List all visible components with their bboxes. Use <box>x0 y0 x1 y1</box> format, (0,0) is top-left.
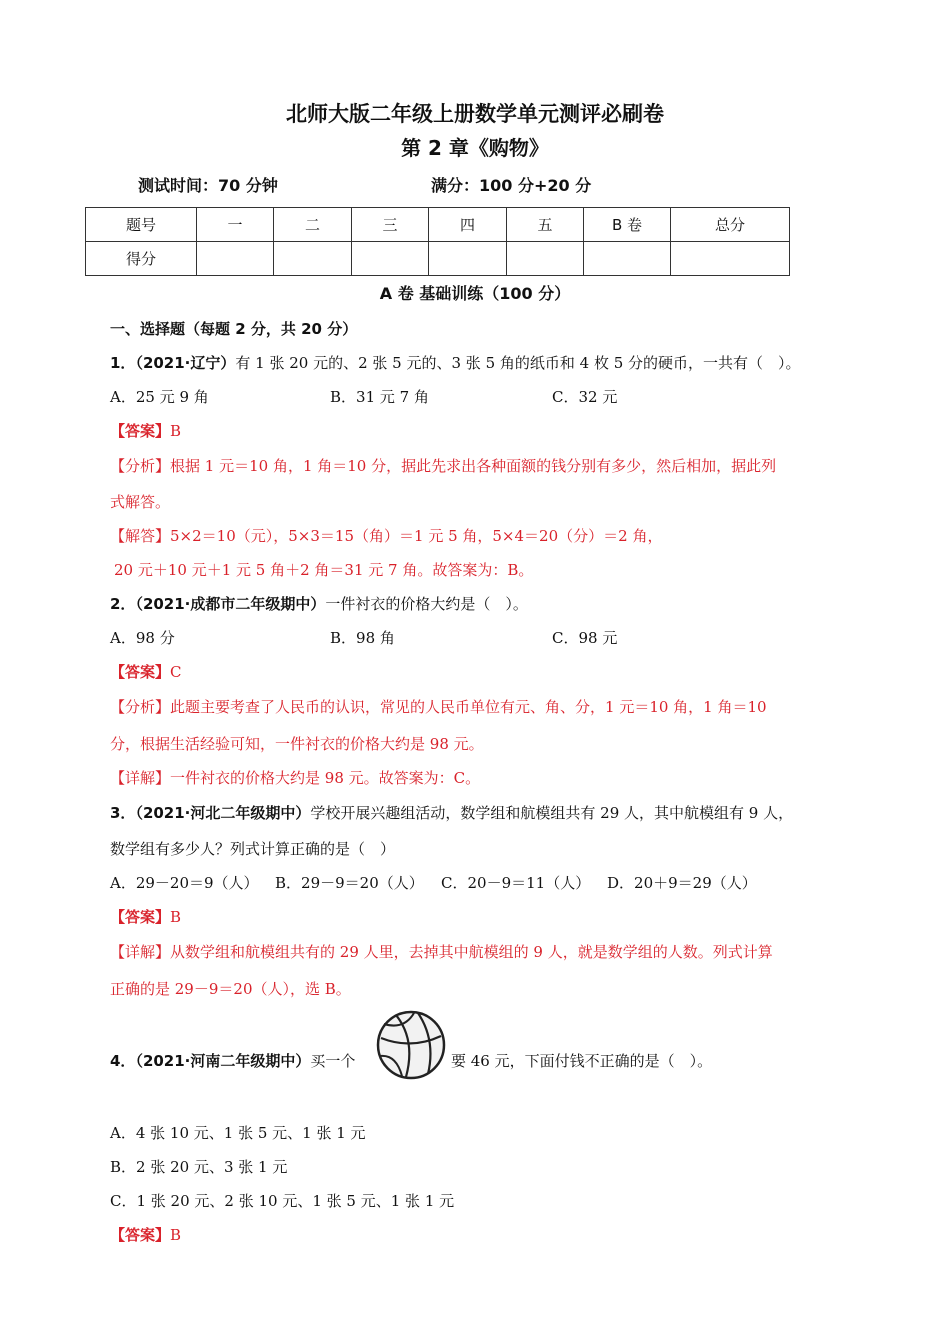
score-header-cell: 题号 <box>86 208 197 242</box>
q1-option-b: B．31 元 7 角 <box>330 388 429 406</box>
q3-source: （2021·河北二年级期中） <box>135 804 311 822</box>
score-cell <box>429 242 507 276</box>
detail-text: 一件衬衣的价格大约是 98 元。故答案为：C。 <box>170 769 481 787</box>
score-cell <box>274 242 352 276</box>
score-cell <box>352 242 429 276</box>
q4-text-pre: 买一个 <box>310 1052 356 1070</box>
q1-answer <box>110 420 181 441</box>
answer-value: B <box>170 1226 182 1244</box>
q2-option-b: B．98 角 <box>330 629 395 647</box>
analysis-text: 此题主要考查了人民币的认识，常见的人民币单位有元、角、分，1 元＝10 角，1 角＝10 <box>170 698 767 716</box>
analysis-tag: 【分析】 <box>110 457 171 475</box>
q1-solution-cont: 20 元＋10 元＋1 元 5 角＋2 角＝31 元 7 角。故答案为：B。 <box>114 561 534 579</box>
answer-value: B <box>170 422 182 440</box>
q2-option-a: A．98 分 <box>110 629 175 647</box>
detail-tag: 【详解】 <box>110 769 171 787</box>
answer-tag: 【答案】 <box>110 908 171 926</box>
score-table-score-row <box>86 242 790 276</box>
q4-option-a: A．4 张 10 元、1 张 5 元、1 张 1 元 <box>110 1124 366 1142</box>
solution-tag: 【解答】 <box>110 527 171 545</box>
score-header-cell: 二 <box>274 208 352 242</box>
q3-option-d: D．20＋9＝29（人） <box>607 874 757 892</box>
detail-text: 从数学组和航模组共有的 29 人里，去掉其中航模组的 9 人，就是数学组的人数。列式计算 <box>170 943 773 961</box>
q2-analysis <box>110 696 767 717</box>
q1-solution <box>110 525 662 546</box>
q1-stem <box>110 352 801 373</box>
score-header-cell: 总分 <box>671 208 790 242</box>
q4-stem <box>110 1050 355 1071</box>
q1-number: 1． <box>110 354 136 372</box>
score-row-label: 得分 <box>86 242 197 276</box>
document-title: 北师大版二年级上册数学单元测评必刷卷 <box>286 102 664 126</box>
q3-number: 3． <box>110 804 136 822</box>
basketball-image <box>376 1010 446 1080</box>
score-table-header-row <box>86 208 790 242</box>
score-header-cell: 四 <box>429 208 507 242</box>
full-score: 满分：100 分+20 分 <box>431 176 592 195</box>
score-cell <box>671 242 790 276</box>
score-table <box>85 207 790 276</box>
score-header-cell: B 卷 <box>584 208 671 242</box>
q3-option-a: A．29－20＝9（人） <box>110 874 259 892</box>
score-cell <box>197 242 274 276</box>
q2-stem <box>110 593 528 614</box>
q1-source: （2021·辽宁） <box>135 354 236 372</box>
q3-option-b: B．29－9＝20（人） <box>275 874 424 892</box>
answer-value: C <box>170 663 182 681</box>
section-a-heading: A 卷 基础训练（100 分） <box>379 284 571 303</box>
q3-stem-cont: 数学组有多少人？列式计算正确的是（ ） <box>110 840 396 858</box>
q4-number: 4． <box>110 1052 136 1070</box>
q1-option-c: C．32 元 <box>552 388 618 406</box>
score-header-cell: 五 <box>507 208 584 242</box>
q1-option-a: A．25 元 9 角 <box>110 388 209 406</box>
test-time: 测试时间：70 分钟 <box>138 176 278 195</box>
q2-analysis-cont: 分，根据生活经验可知，一件衬衣的价格大约是 98 元。 <box>110 735 484 753</box>
q1-analysis-cont: 式解答。 <box>110 493 171 511</box>
q2-text: 一件衬衣的价格大约是（ ）。 <box>325 595 528 613</box>
score-cell <box>507 242 584 276</box>
analysis-tag: 【分析】 <box>110 698 171 716</box>
q4-option-b: B．2 张 20 元、3 张 1 元 <box>110 1158 288 1176</box>
q2-answer <box>110 661 182 682</box>
q3-option-c: C．20－9＝11（人） <box>441 874 591 892</box>
q2-number: 2． <box>110 595 136 613</box>
q3-detail-cont: 正确的是 29－9＝20（人），选 B。 <box>110 980 351 998</box>
chapter-title: 第 2 章《购物》 <box>401 136 549 160</box>
q2-option-c: C．98 元 <box>552 629 618 647</box>
score-header-cell: 一 <box>197 208 274 242</box>
answer-value: B <box>170 908 182 926</box>
solution-text: 5×2＝10（元），5×3＝15（角）＝1 元 5 角，5×4＝20（分）＝2 角， <box>170 527 663 545</box>
q2-detail <box>110 767 480 788</box>
answer-tag: 【答案】 <box>110 422 171 440</box>
q4-source: （2021·河南二年级期中） <box>135 1052 311 1070</box>
score-cell <box>584 242 671 276</box>
q2-source: （2021·成都市二年级期中） <box>135 595 326 613</box>
q3-answer <box>110 906 181 927</box>
part1-heading: 一、选择题（每题 2 分，共 20 分） <box>110 320 358 338</box>
answer-tag: 【答案】 <box>110 1226 171 1244</box>
q4-option-c: C．1 张 20 元、2 张 10 元、1 张 5 元、1 张 1 元 <box>110 1192 455 1210</box>
q3-detail <box>110 941 773 962</box>
answer-tag: 【答案】 <box>110 663 171 681</box>
q3-stem <box>110 802 793 823</box>
detail-tag: 【详解】 <box>110 943 171 961</box>
q4-answer <box>110 1224 181 1245</box>
analysis-text: 根据 1 元＝10 角，1 角＝10 分，据此先求出各种面额的钱分别有多少，然后相加，据此列 <box>170 457 777 475</box>
score-header-cell: 三 <box>352 208 429 242</box>
q1-analysis <box>110 455 776 476</box>
q1-text: 有 1 张 20 元的、2 张 5 元的、3 张 5 角的纸币和 4 枚 5 分的硬币，一共有（ ）。 <box>235 354 801 372</box>
q3-text: 学校开展兴趣组活动，数学组和航模组共有 29 人，其中航模组有 9 人， <box>310 804 794 822</box>
q4-text-post: 要 46 元，下面付钱不正确的是（ ）。 <box>451 1052 713 1070</box>
